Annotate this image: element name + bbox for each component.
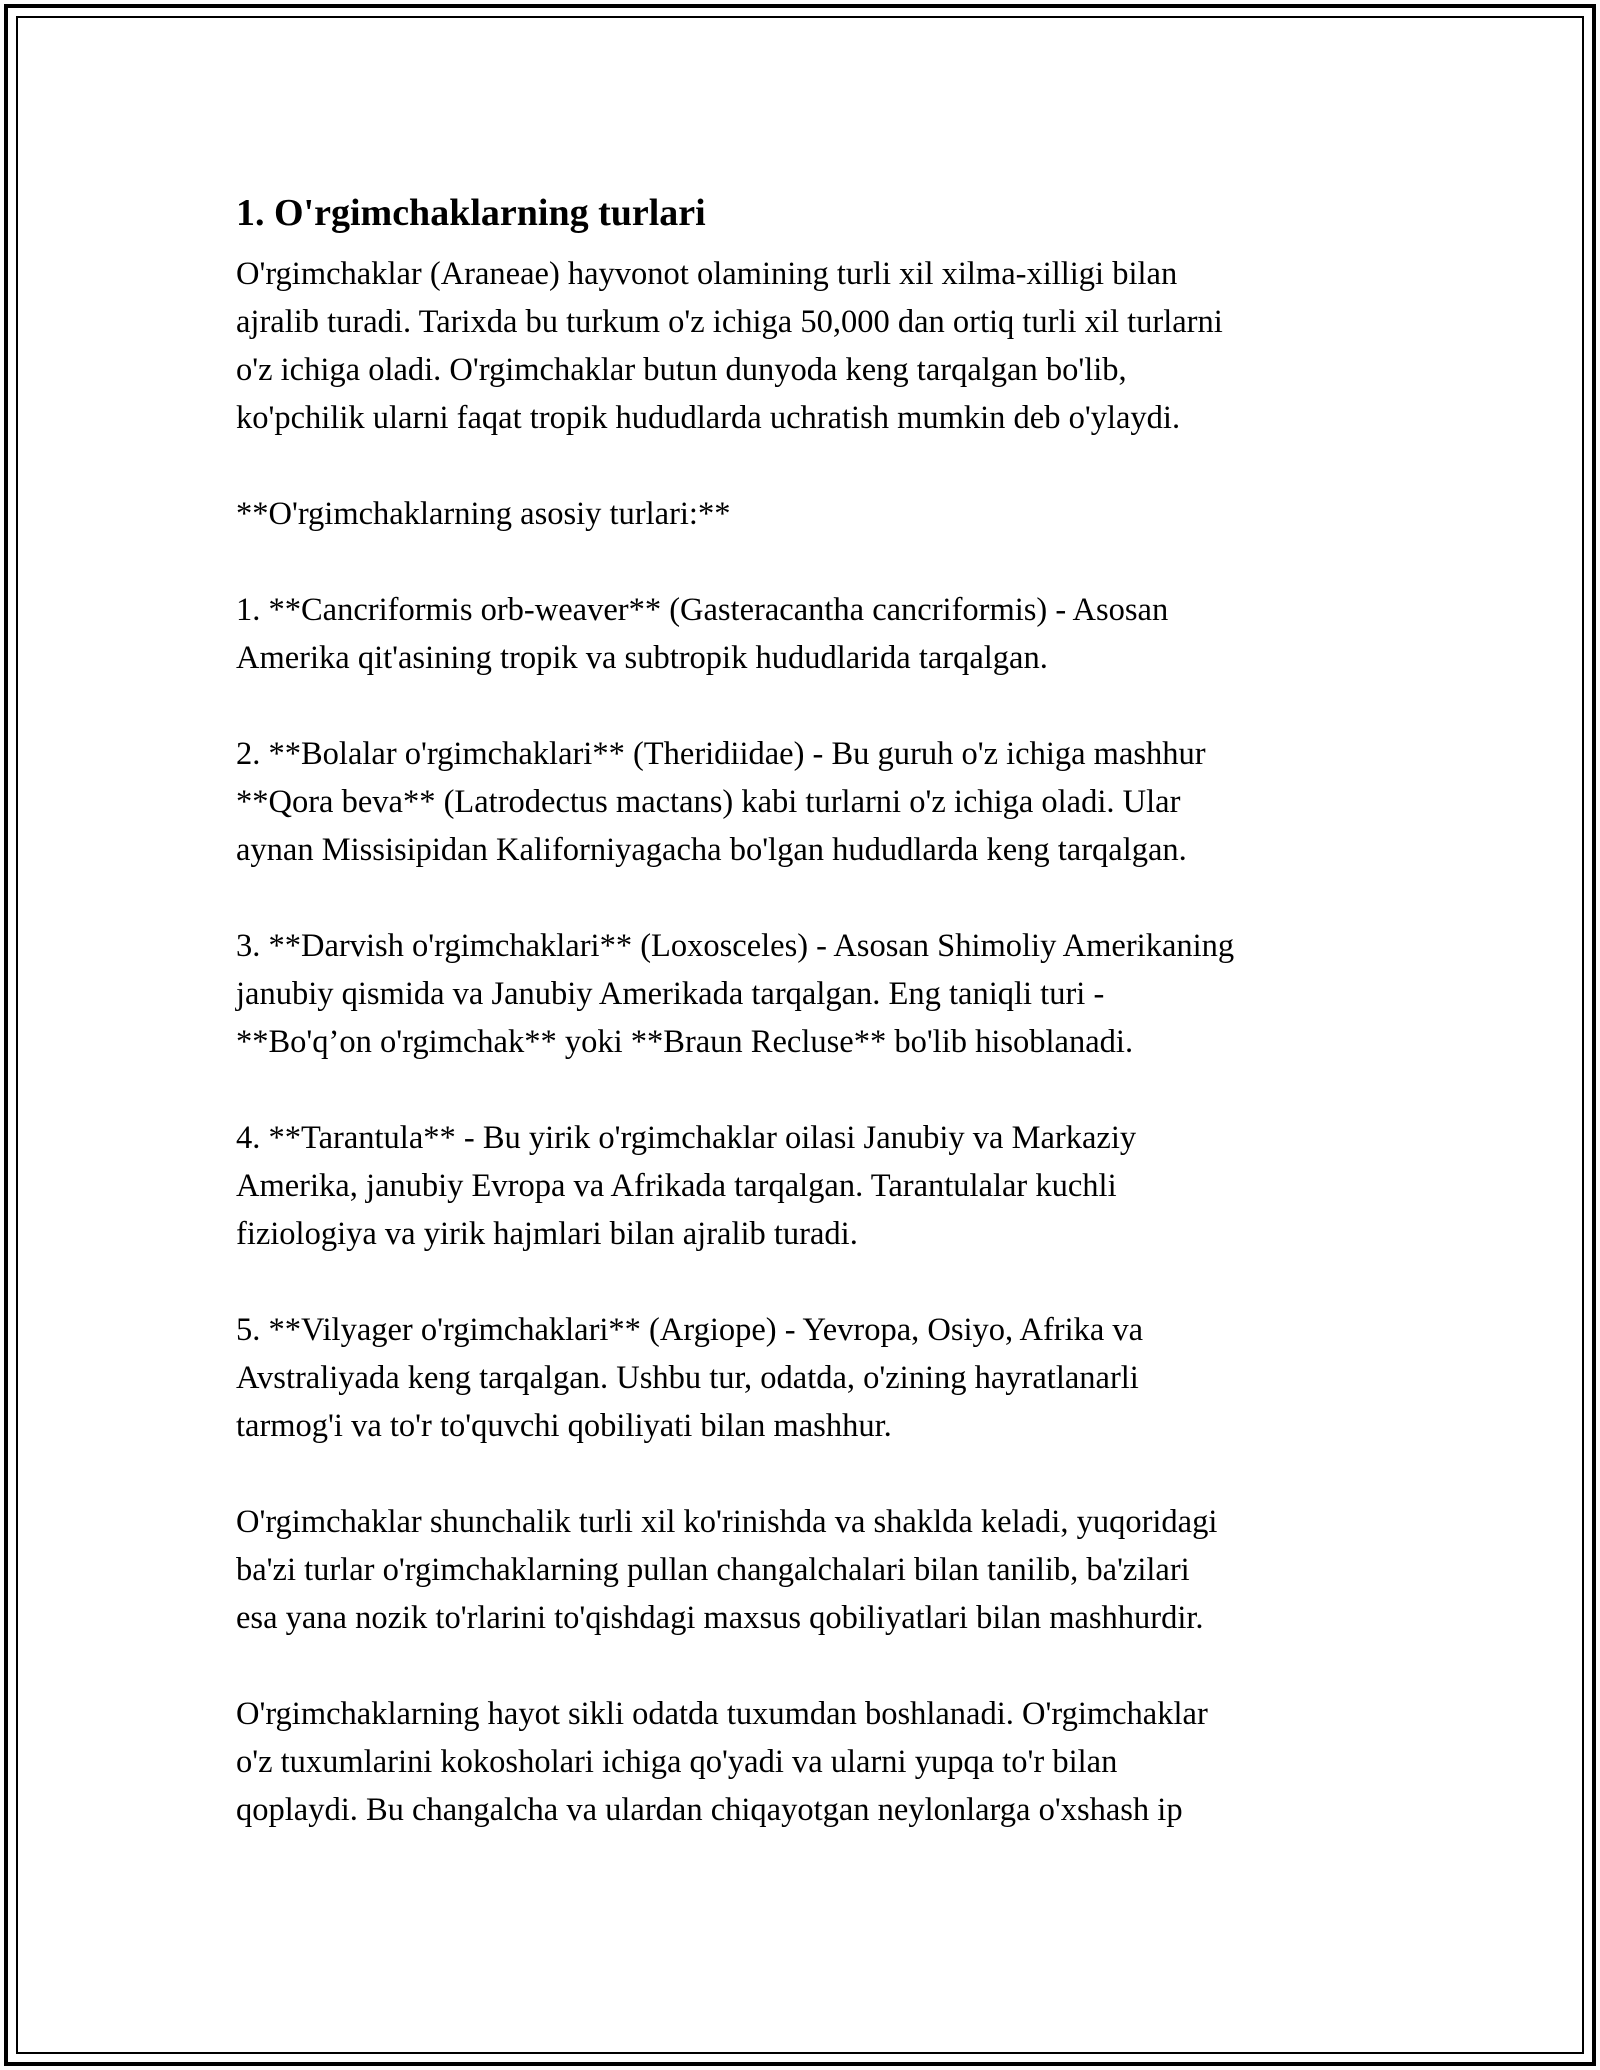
text-line: 3. **Darvish o'rgimchaklari** (Loxosceles) - Asosan Shimoliy Amerikaning <box>236 928 1235 964</box>
text-line: ba'zi turlar o'rgimchaklarning pullan changalchalari bilan tanilib, ba'zilari <box>236 1552 1190 1588</box>
text-line: ko'pchilik ularni faqat tropik hududlarda uchratish mumkin deb o'ylaydi. <box>236 400 1181 436</box>
text-line: 2. **Bolalar o'rgimchaklari** (Theridiidae) - Bu guruh o'z ichiga mashhur <box>236 736 1206 772</box>
text-line: aynan Missisipidan Kaliforniyagacha bo'lgan hududlarda keng tarqalgan. <box>236 832 1187 868</box>
summary-paragraph <box>236 1498 1416 1642</box>
list-item-3 <box>236 922 1416 1066</box>
list-item-4 <box>236 1114 1416 1258</box>
text-line: o'z tuxumlarini kokosholari ichiga qo'yadi va ularni yupqa to'r bilan <box>236 1744 1118 1780</box>
text-line: Amerika, janubiy Evropa va Afrikada tarqalgan. Tarantulalar kuchli <box>236 1168 1117 1204</box>
list-heading-paragraph <box>236 490 1416 538</box>
text-line: o'z ichiga oladi. O'rgimchaklar butun dunyoda keng tarqalgan bo'lib, <box>236 352 1127 388</box>
text-line: **O'rgimchaklarning asosiy turlari:** <box>236 496 731 532</box>
text-line: Avstraliyada keng tarqalgan. Ushbu tur, odatda, o'zining hayratlanarli <box>236 1360 1139 1396</box>
text-line: esa yana nozik to'rlarini to'qishdagi maxsus qobiliyatlari bilan mashhurdir. <box>236 1600 1204 1636</box>
list-item-2 <box>236 730 1416 874</box>
text-line: qoplaydi. Bu changalcha va ulardan chiqayotgan neylonlarga o'xshash ip <box>236 1792 1183 1828</box>
text-line: ajralib turadi. Tarixda bu turkum o'z ichiga 50,000 dan ortiq turli xil turlarni <box>236 304 1223 340</box>
section-heading: 1. O'rgimchaklarning turlari <box>236 192 706 234</box>
text-line: O'rgimchaklarning hayot sikli odatda tuxumdan boshlanadi. O'rgimchaklar <box>236 1696 1208 1732</box>
text-line: O'rgimchaklar (Araneae) hayvonot olamining turli xil xilma-xilligi bilan <box>236 256 1178 292</box>
text-line: tarmog'i va to'r to'quvchi qobiliyati bilan mashhur. <box>236 1408 892 1444</box>
list-item-5 <box>236 1306 1416 1450</box>
document-body <box>236 186 1416 1882</box>
list-item-1 <box>236 586 1416 682</box>
text-line: fiziologiya va yirik hajmlari bilan ajralib turadi. <box>236 1216 858 1252</box>
text-line: janubiy qismida va Janubiy Amerikada tarqalgan. Eng taniqli turi - <box>236 976 1105 1012</box>
text-line: 5. **Vilyager o'rgimchaklari** (Argiope) - Yevropa, Osiyo, Afrika va <box>236 1312 1144 1348</box>
text-line: Amerika qit'asining tropik va subtropik hududlarida tarqalgan. <box>236 640 1048 676</box>
life-cycle-paragraph <box>236 1690 1416 1834</box>
text-line: 1. **Cancriformis orb-weaver** (Gasteracantha cancriformis) - Asosan <box>236 592 1169 628</box>
intro-paragraph <box>236 250 1416 442</box>
text-line: **Qora beva** (Latrodectus mactans) kabi turlarni o'z ichiga oladi. Ular <box>236 784 1181 820</box>
text-line: **Bo'q’on o'rgimchak** yoki **Braun Recluse** bo'lib hisoblanadi. <box>236 1024 1134 1060</box>
text-line: 4. **Tarantula** - Bu yirik o'rgimchaklar oilasi Janubiy va Markaziy <box>236 1120 1137 1156</box>
text-line: O'rgimchaklar shunchalik turli xil ko'rinishda va shaklda keladi, yuqoridagi <box>236 1504 1218 1540</box>
